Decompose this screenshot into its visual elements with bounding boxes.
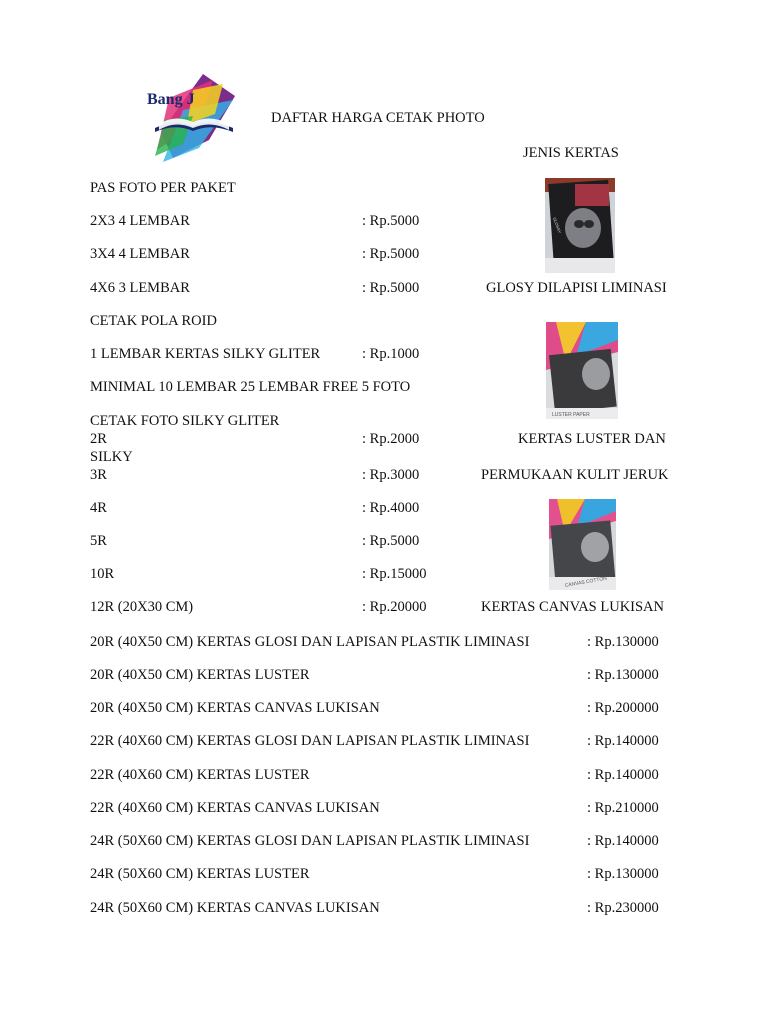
price-item-value: : Rp.210000 (587, 800, 659, 816)
price-item-label: 20R (40X50 CM) KERTAS LUSTER (90, 667, 310, 683)
price-item-value: : Rp.130000 (587, 667, 659, 683)
price-item-value: : Rp.230000 (587, 900, 659, 916)
luster-photo-label: LUSTER PAPER (552, 412, 590, 418)
price-item-label: 1 LEMBAR KERTAS SILKY GLITER (90, 346, 321, 362)
price-item-label: 24R (50X60 CM) KERTAS CANVAS LUKISAN (90, 900, 380, 916)
price-item-label: 2R (90, 431, 107, 447)
price-item-value: : Rp.5000 (362, 246, 420, 262)
canvas-photo-label: CANVAS COTTON (564, 575, 608, 589)
price-item-value: : Rp.5000 (362, 213, 420, 229)
paper-types-heading: JENIS KERTAS (523, 145, 619, 161)
price-item-label: 20R (40X50 CM) KERTAS GLOSI DAN LAPISAN PLASTIK LIMINASI (90, 634, 530, 650)
price-item-label: 2X3 4 LEMBAR (90, 213, 190, 229)
price-item-value: : Rp.140000 (587, 833, 659, 849)
polaroid-heading: CETAK POLA ROID (90, 313, 217, 329)
price-item-value: : Rp.3000 (362, 467, 420, 483)
price-item-label: 24R (50X60 CM) KERTAS LUSTER (90, 866, 310, 882)
price-item-label: 3X4 4 LEMBAR (90, 246, 190, 262)
price-item-label: 22R (40X60 CM) KERTAS CANVAS LUKISAN (90, 800, 380, 816)
price-item-value: : Rp.5000 (362, 280, 420, 296)
paper-type-luster: KERTAS LUSTER DAN (518, 431, 666, 447)
polaroid-note: MINIMAL 10 LEMBAR 25 LEMBAR FREE 5 FOTO (90, 379, 411, 395)
price-item-label: 4R (90, 500, 107, 516)
silky-continuation: SILKY (90, 449, 133, 465)
page-title: DAFTAR HARGA CETAK PHOTO (271, 110, 485, 126)
price-item-value: : Rp.2000 (362, 431, 420, 447)
price-item-value: : Rp.200000 (587, 700, 659, 716)
price-item-value: : Rp.20000 (362, 599, 427, 615)
glossy-photo-label: GLOSSY (552, 216, 563, 234)
paper-type-luster-line2: PERMUKAAN KULIT JERUK (481, 467, 669, 483)
pas-foto-heading: PAS FOTO PER PAKET (90, 180, 236, 196)
price-item-label: 12R (20X30 CM) (90, 599, 194, 615)
price-item-value: : Rp.5000 (362, 533, 420, 549)
price-item-label: 20R (40X50 CM) KERTAS CANVAS LUKISAN (90, 700, 380, 716)
price-item-label: 22R (40X60 CM) KERTAS LUSTER (90, 767, 310, 783)
price-item-label: 5R (90, 533, 107, 549)
price-item-label: 10R (90, 566, 115, 582)
canvas-paper-photo (549, 499, 616, 590)
price-item-label: 24R (50X60 CM) KERTAS GLOSI DAN LAPISAN PLASTIK LIMINASI (90, 833, 530, 849)
logo-text: Bang J (147, 91, 195, 108)
price-item-label: 3R (90, 467, 107, 483)
glossy-paper-photo (545, 178, 615, 273)
paper-type-glossy: GLOSY DILAPISI LIMINASI (486, 280, 667, 296)
price-item-value: : Rp.15000 (362, 566, 427, 582)
brand-logo (143, 70, 243, 165)
paper-type-canvas: KERTAS CANVAS LUKISAN (481, 599, 664, 615)
price-item-value: : Rp.4000 (362, 500, 420, 516)
price-item-value: : Rp.140000 (587, 767, 659, 783)
price-item-label: 22R (40X60 CM) KERTAS GLOSI DAN LAPISAN PLASTIK LIMINASI (90, 733, 530, 749)
price-item-label: 4X6 3 LEMBAR (90, 280, 190, 296)
silky-heading: CETAK FOTO SILKY GLITER (90, 413, 280, 429)
luster-paper-photo (546, 322, 618, 419)
price-item-value: : Rp.1000 (362, 346, 420, 362)
price-item-value: : Rp.130000 (587, 866, 659, 882)
price-item-value: : Rp.130000 (587, 634, 659, 650)
price-item-value: : Rp.140000 (587, 733, 659, 749)
